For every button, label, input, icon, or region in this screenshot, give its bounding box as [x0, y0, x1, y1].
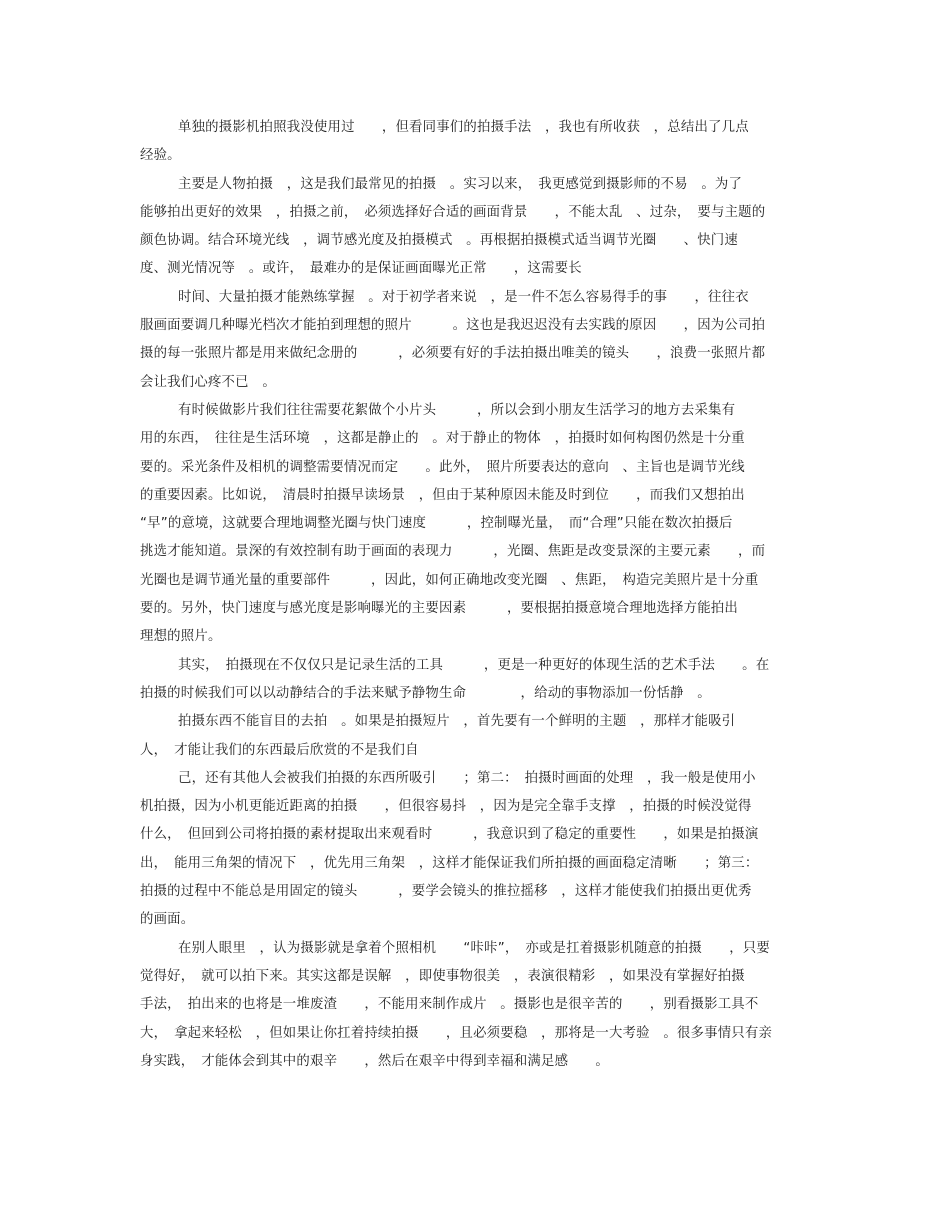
paragraph-first-line: 在别人眼里 ，认为摄影就是拿着个照相机 “咔咔”， 亦或是扛着摄影机随意的拍摄 ，只要 [178, 940, 770, 956]
paragraph-line: 要的。采光条件及相机的调整需要情况而定 。此外， 照片所要表达的意向 、主旨也是调节光线 [140, 459, 745, 475]
paragraph-line: 机拍摄，因为小机更能近距离的拍摄 ，但很容易抖 ，因为是完全靠手支撑 ，拍摄的时候没觉得 [140, 799, 752, 815]
paragraph-first-line: 其实， 拍摄现在不仅仅只是记录生活的工具 ，更是一种更好的体现生活的艺术手法 。在 [178, 657, 770, 673]
paragraph-line: 颜色协调。结合环境光线 ，调节感光度及拍摄模式 。再根据拍摄模式适当调节光圈 、快门速 [140, 233, 738, 249]
paragraph-line: 服画面要调几种曝光档次才能拍到理想的照片 。这也是我迟迟没有去实践的原因 ，因为公司拍 [140, 318, 766, 334]
paragraph-line: 的重要因素。比如说， 清晨时拍摄早读场景 ，但由于某种原因未能及时到位 ，而我们又想拍出 [140, 487, 745, 503]
paragraph-line: 身实践， 才能体会到其中的艰辛 ，然后在艰辛中得到幸福和满足感 。 [140, 1053, 609, 1069]
paragraph-line: 大， 拿起来轻松 ，但如果让你扛着持续拍摄 ，且必须要稳 ，那将是一大考验 。很多事情只有亲 [140, 1025, 773, 1041]
paragraph-first-line: 主要是人物拍摄 ，这是我们最常见的拍摄 。实习以来， 我更感觉到摄影师的不易 。为了 [178, 176, 743, 192]
paragraph-line: 拍摄的时候我们可以以动静结合的手法来赋予静物生命 ，给动的事物添加一份恬静 。 [140, 685, 711, 701]
paragraph-line: 经验。 [140, 148, 181, 164]
paragraph-line: 会让我们心疼不已 。 [140, 374, 276, 390]
paragraph-first-line: 己，还有其他人会被我们拍摄的东西所吸引 ；第二： 拍摄时画面的处理 ，我一般是使用小 [178, 770, 756, 786]
paragraph-first-line: 拍摄东西不能盲目的去拍 。如果是拍摄短片 ，首先要有一个鲜明的主题 ，那样才能吸引 [178, 714, 736, 730]
paragraph-line: 手法， 拍出来的也将是一堆废渣 ，不能用来制作成片 。摄影也是很辛苦的 ，别看摄影工具不 [140, 997, 759, 1013]
paragraph-line: 要的。另外，快门速度与感光度是影响曝光的主要因素 ，要根据拍摄意境合理地选择方能拍出 [140, 601, 738, 617]
paragraph-line: 能够拍出更好的效果 ，拍摄之前， 必须选择好合适的画面背景 ，不能太乱 、过杂， 要与主题的 [140, 204, 766, 220]
paragraph-line: 度、测光情况等 。或许， 最难办的是保证画面曝光正常 ，这需要长 [140, 261, 582, 277]
document-body [140, 114, 810, 1076]
paragraph-line: “早”的意境，这就要合理地调整光圈与快门速度 ，控制曝光量， 而“合理”只能在数次拍摄后 [140, 516, 733, 532]
paragraph-first-line: 时间、大量拍摄才能熟练掌握 。对于初学者来说 ，是一件不怎么容易得手的事 ，往往衣 [178, 289, 749, 305]
paragraph-first-line: 单独的摄影机拍照我没使用过 ，但看同事们的拍摄手法 ，我也有所收获 ，总结出了几点 [178, 120, 749, 135]
paragraph-line: 的画面。 [140, 912, 195, 928]
paragraph-line: 拍摄的过程中不能总是用固定的镜头 ，要学会镜头的推拉摇移 ，这样才能使我们拍摄出更优秀 [140, 884, 752, 900]
paragraph-line: 出， 能用三角架的情况下 ，优先用三角架 ，这样才能保证我们所拍摄的画面稳定清晰 ；第三： [140, 855, 759, 871]
paragraph-line: 挑选才能知道。景深的有效控制有助于画面的表现力 ，光圈、焦距是改变景深的主要元素 ，而 [140, 544, 766, 560]
paragraph-line: 觉得好， 就可以拍下来。其实这都是误解 ，即使事物很美 ，表演很精彩 ，如果没有掌握好拍摄 [140, 968, 745, 984]
paragraph-line: 理想的照片。 [140, 629, 222, 645]
paragraph-line: 摄的每一张照片都是用来做纪念册的 ，必须要有好的手法拍摄出唯美的镜头 ，浪费一张照片都 [140, 346, 766, 362]
paragraph-first-line: 有时候做影片我们往往需要花絮做个小片头 ，所以会到小朋友生活学习的地方去采集有 [178, 402, 736, 418]
paragraph-line: 用的东西， 往往是生活环境 ，这都是静止的 。对于静止的物体 ，拍摄时如何构图仍然是十分重 [140, 431, 745, 447]
paragraph-line: 什么， 但回到公司将拍摄的素材提取出来观看时 ，我意识到了稳定的重要性 ，如果是拍摄演 [140, 827, 759, 843]
paragraph-line: 人， 才能让我们的东西最后欣赏的不是我们自 [140, 742, 419, 758]
paragraph-line: 光圈也是调节通光量的重要部件 ，因此，如何正确地改变光圈 、焦距， 构造完美照片是十分重 [140, 572, 759, 588]
